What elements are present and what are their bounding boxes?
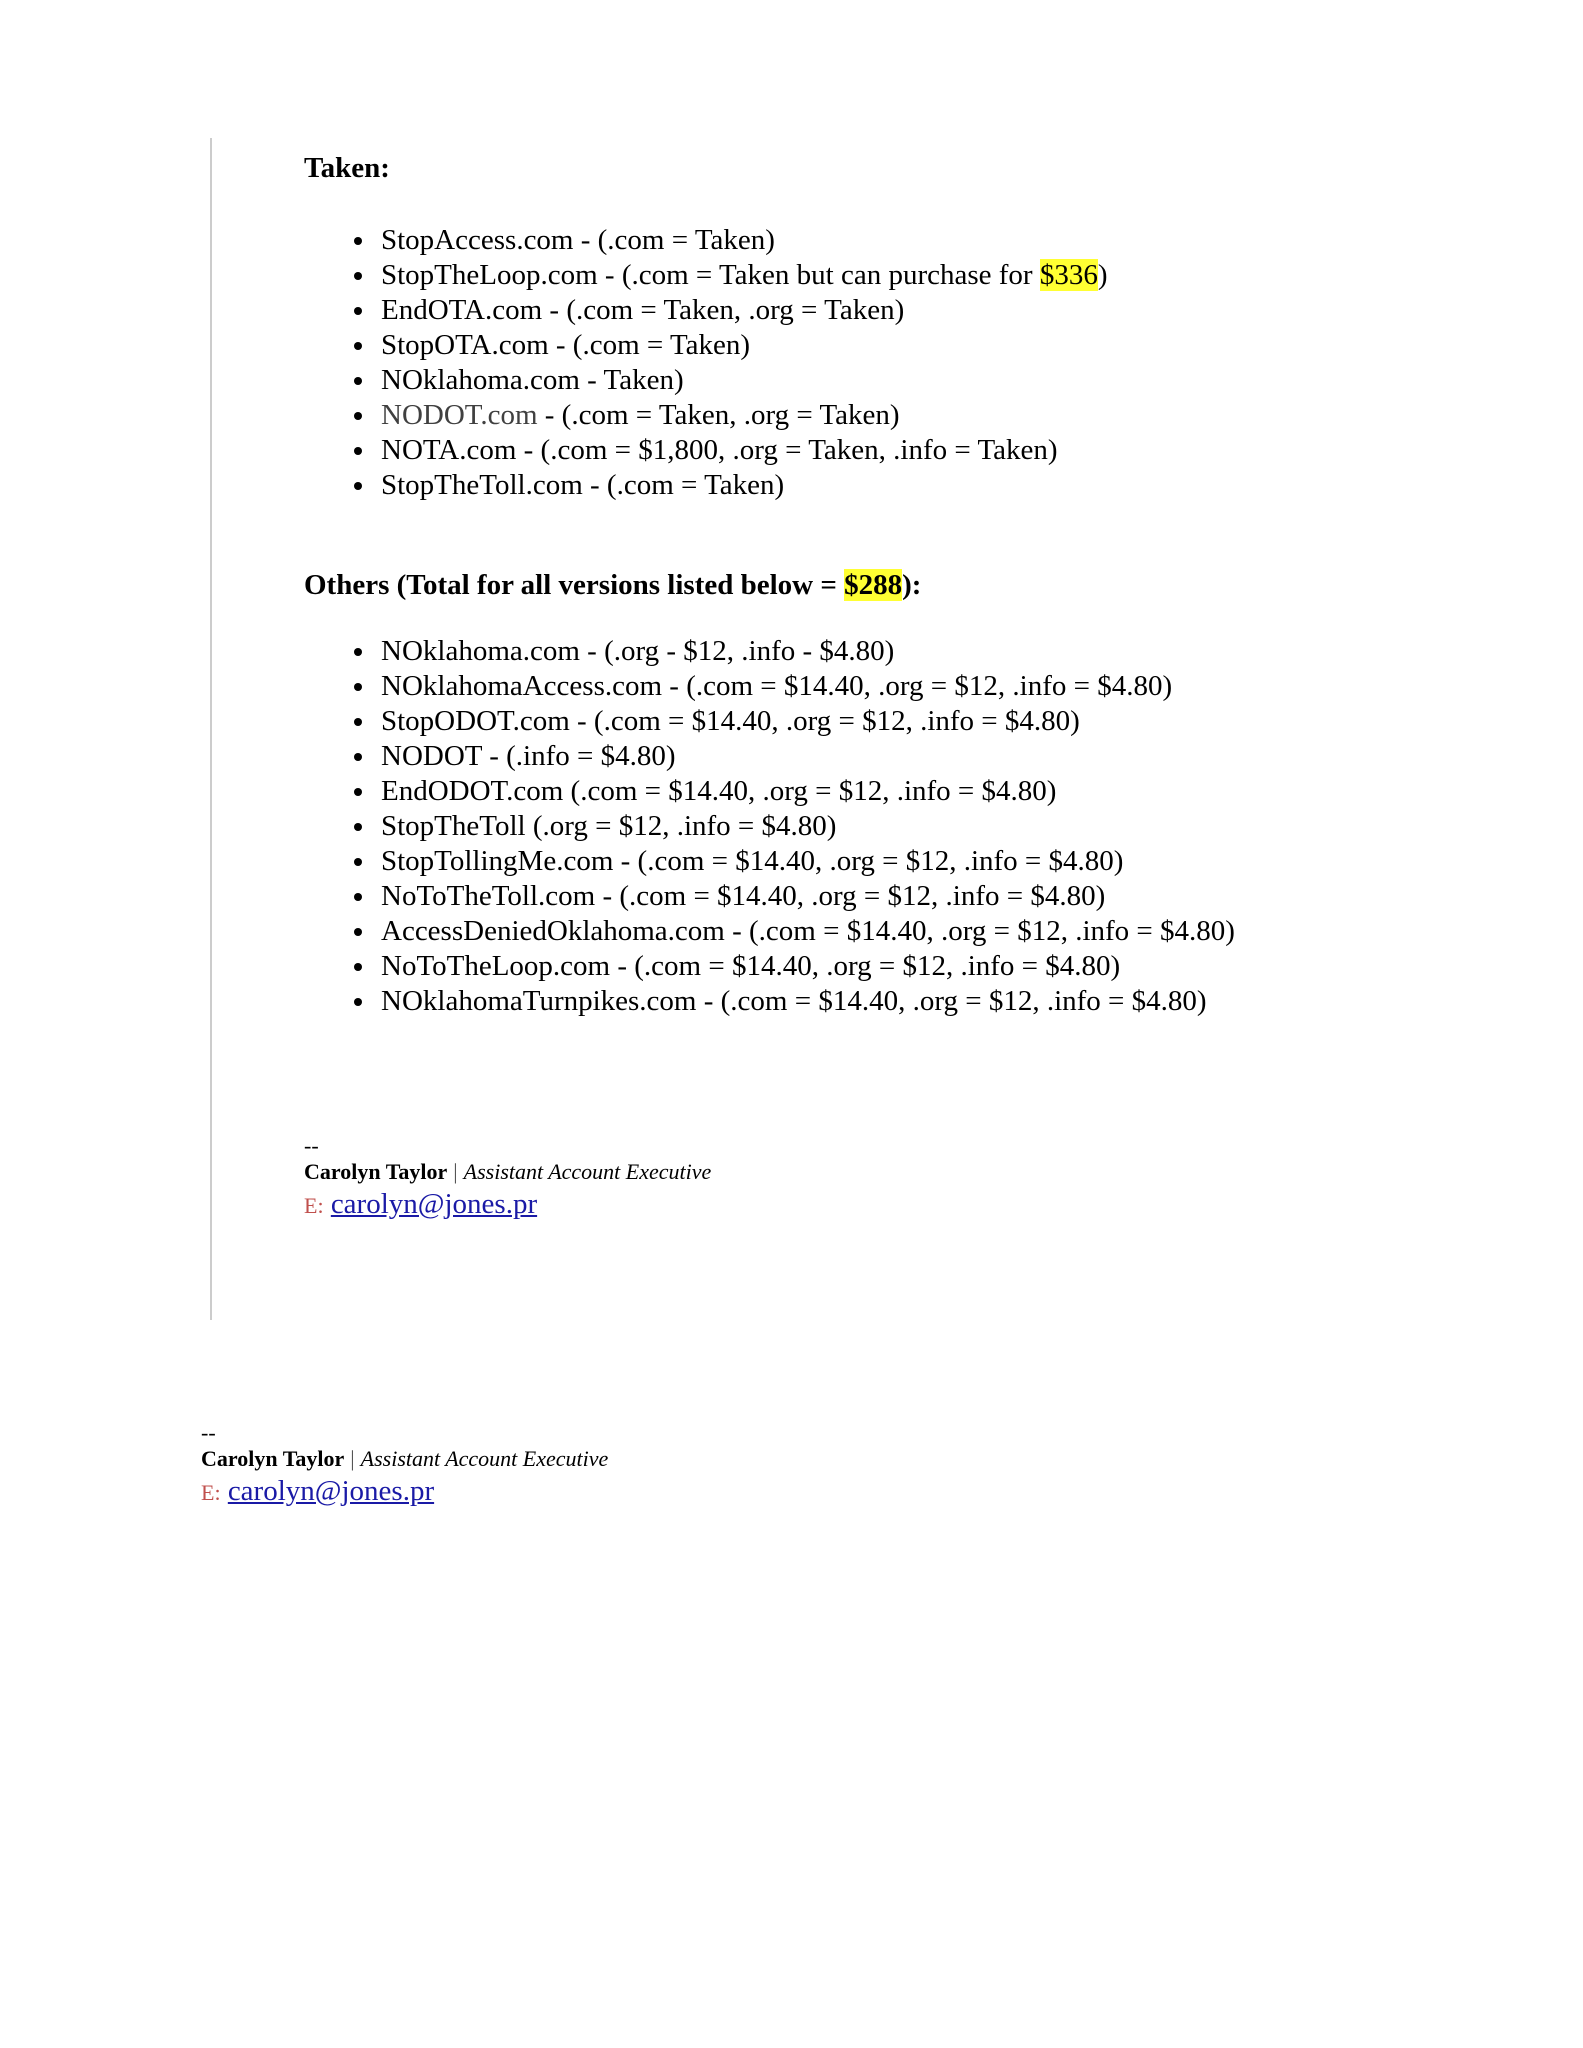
list-item: AccessDeniedOklahoma.com - (.com = $14.40, .org = $12, .info = $4.80): [304, 914, 1261, 949]
others-list: [304, 634, 1504, 1019]
signature-name: Carolyn Taylor: [304, 1159, 448, 1184]
domain-text: StopTheLoop.com - (.com = Taken but can purchase for: [381, 259, 1040, 291]
domain-text: NOklahoma.com - Taken): [381, 364, 684, 396]
list-item: StopTheToll (.org = $12, .info = $4.80): [304, 809, 1504, 844]
domain-text: - (.com = Taken, .org = Taken): [537, 399, 900, 431]
highlighted-price: $336: [1039, 259, 1098, 291]
others-heading-end: ):: [902, 569, 922, 601]
list-item: [304, 433, 1504, 468]
email-link[interactable]: carolyn@jones.pr: [227, 1475, 435, 1507]
list-item: [304, 293, 1504, 328]
list-item: NODOT - (.info = $4.80): [304, 739, 1504, 774]
list-item: [304, 223, 1504, 258]
taken-list: [304, 223, 1504, 503]
domain-text: StopTheToll.com - (.com = Taken): [381, 469, 785, 501]
list-item: [304, 363, 1504, 398]
domain-text: StopAccess.com - (.com = Taken): [381, 224, 775, 256]
list-item: StopODOT.com - (.com = $14.40, .org = $12, .info = $4.80): [304, 704, 1504, 739]
domain-text: StopOTA.com - (.com = Taken): [381, 329, 751, 361]
taken-heading: Taken:: [304, 152, 390, 184]
signature-email-line: [304, 1187, 1504, 1223]
list-item: NoToTheLoop.com - (.com = $14.40, .org = $12, .info = $4.80): [304, 949, 1504, 984]
signature-email-line: [201, 1474, 608, 1510]
signature-name-line: [304, 1157, 1504, 1187]
signature-dashes: --: [201, 1420, 216, 1445]
others-heading-text: Others (Total for all versions listed below =: [304, 569, 845, 601]
signature: [201, 1422, 608, 1510]
signature-separator: |: [350, 1446, 355, 1471]
quoted-message: [304, 150, 1504, 1223]
domain-name: NODOT.com: [381, 399, 538, 431]
list-item: NOklahomaTurnpikes.com - (.com = $14.40, .org = $12, .info = $4.80): [304, 984, 1504, 1019]
email-link[interactable]: carolyn@jones.pr: [330, 1188, 538, 1220]
list-item: StopTollingMe.com - (.com = $14.40, .org = $12, .info = $4.80): [304, 844, 1504, 879]
list-item: [304, 258, 1504, 293]
list-item: NOklahomaAccess.com - (.com = $14.40, .org = $12, .info = $4.80): [304, 669, 1504, 704]
signature-dashes: --: [304, 1133, 319, 1158]
email-label: E:: [304, 1193, 324, 1218]
domain-text: EndOTA.com - (.com = Taken, .org = Taken): [381, 294, 905, 326]
quoted-signature: [304, 1135, 1504, 1223]
others-heading: [304, 567, 1504, 603]
signature-name: Carolyn Taylor: [201, 1446, 345, 1471]
list-item: EndODOT.com (.com = $14.40, .org = $12, .info = $4.80): [304, 774, 1504, 809]
signature-name-line: [201, 1444, 608, 1474]
domain-text: NOTA.com - (.com = $1,800, .org = Taken, .info = Taken): [381, 434, 1058, 466]
signature-separator: |: [453, 1159, 458, 1184]
list-item: NoToTheToll.com - (.com = $14.40, .org = $12, .info = $4.80): [304, 879, 1504, 914]
list-item: NOklahoma.com - (.org - $12, .info - $4.80): [304, 634, 1504, 669]
email-label: E:: [201, 1480, 221, 1505]
quote-bar: [210, 138, 212, 1320]
domain-text-end: ): [1097, 259, 1108, 291]
signature-title: Assistant Account Executive: [463, 1159, 712, 1184]
list-item: [304, 328, 1504, 363]
highlighted-total: $288: [844, 569, 903, 601]
list-item: [304, 468, 1504, 503]
signature-title: Assistant Account Executive: [360, 1446, 609, 1471]
list-item: [304, 398, 1504, 433]
